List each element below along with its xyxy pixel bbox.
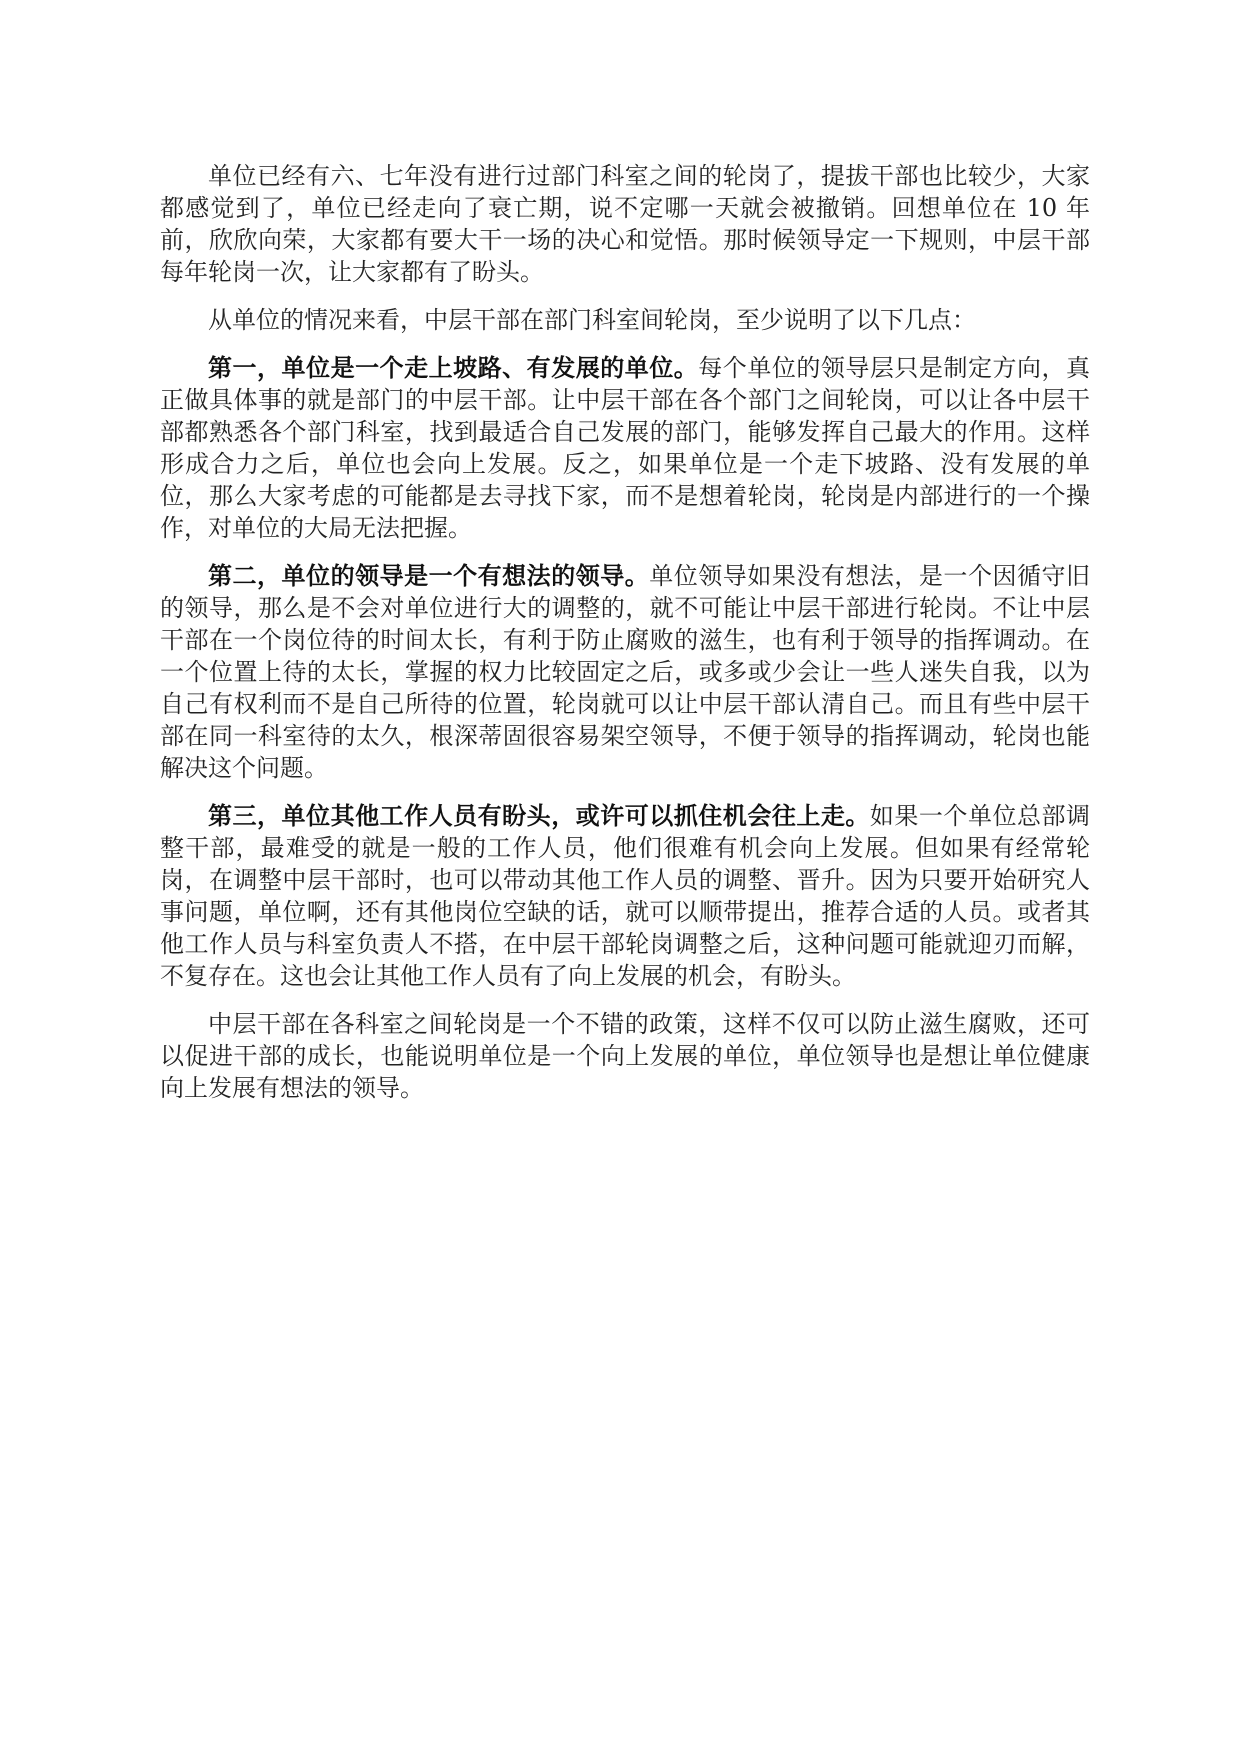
paragraph-text: 每个单位的领导层只是制定方向，真正做具体事的就是部门的中层干部。让中层干部在各个部门之间轮岗，可以让各中层干部都熟悉各个部门科室，找到最适合自己发展的部门，能够发挥自己最大的作用。这样形成合力之后，单位也会向上发展。反之，如果单位是一个走下坡路、没有发展的单位，那么大家考虑的可能都是去寻找下家，而不是想着轮岗，轮岗是内部进行的一个操作，对单位的大局无法把握。 (160, 354, 1091, 542)
point-heading: 第三，单位其他工作人员有盼头，或许可以抓住机会往上走。 (208, 802, 870, 830)
paragraph-summary-lead (160, 304, 1090, 336)
paragraph-conclusion (160, 1008, 1090, 1104)
paragraph-text: 单位已经有六、七年没有进行过部门科室之间的轮岗了，提拔干部也比较少，大家都感觉到了，单位已经走向了衰亡期，说不定哪一天就会被撤销。回想单位在 10 年前，欣欣向荣，大家都有要大干一场的决心和觉悟。那时候领导定一下规则，中层干部每年轮岗一次，让大家都有了盼头。 (160, 162, 1090, 286)
paragraph-intro (160, 160, 1090, 288)
paragraph-text: 从单位的情况来看，中层干部在部门科室间轮岗，至少说明了以下几点： (208, 306, 976, 334)
paragraph-point-two (160, 560, 1090, 784)
document-body (160, 160, 1090, 1120)
point-heading: 第二，单位的领导是一个有想法的领导。 (208, 562, 650, 590)
paragraph-text: 中层干部在各科室之间轮岗是一个不错的政策，这样不仅可以防止滋生腐败，还可以促进干部的成长，也能说明单位是一个向上发展的单位，单位领导也是想让单位健康向上发展有想法的领导。 (160, 1010, 1090, 1102)
paragraph-point-one (160, 352, 1090, 544)
paragraph-text: 单位领导如果没有想法，是一个因循守旧的领导，那么是不会对单位进行大的调整的，就不可能让中层干部进行轮岗。不让中层干部在一个岗位待的时间太长，有利于防止腐败的滋生，也有利于领导的指挥调动。在一个位置上待的太长，掌握的权力比较固定之后，或多或少会让一些人迷失自我，以为自己有权利而不是自己所待的位置，轮岗就可以让中层干部认清自己。而且有些中层干部在同一科室待的太久，根深蒂固很容易架空领导，不便于领导的指挥调动，轮岗也能解决这个问题。 (160, 562, 1091, 782)
point-heading: 第一，单位是一个走上坡路、有发展的单位。 (208, 354, 699, 382)
paragraph-text: 如果一个单位总部调整干部，最难受的就是一般的工作人员，他们很难有机会向上发展。但如果有经常轮岗，在调整中层干部时，也可以带动其他工作人员的调整、晋升。因为只要开始研究人事问题，单位啊，还有其他岗位空缺的话，就可以顺带提出，推荐合适的人员。或者其他工作人员与科室负责人不搭，在中层干部轮岗调整之后，这种问题可能就迎刃而解，不复存在。这也会让其他工作人员有了向上发展的机会，有盼头。 (160, 802, 1091, 990)
paragraph-point-three (160, 800, 1090, 992)
